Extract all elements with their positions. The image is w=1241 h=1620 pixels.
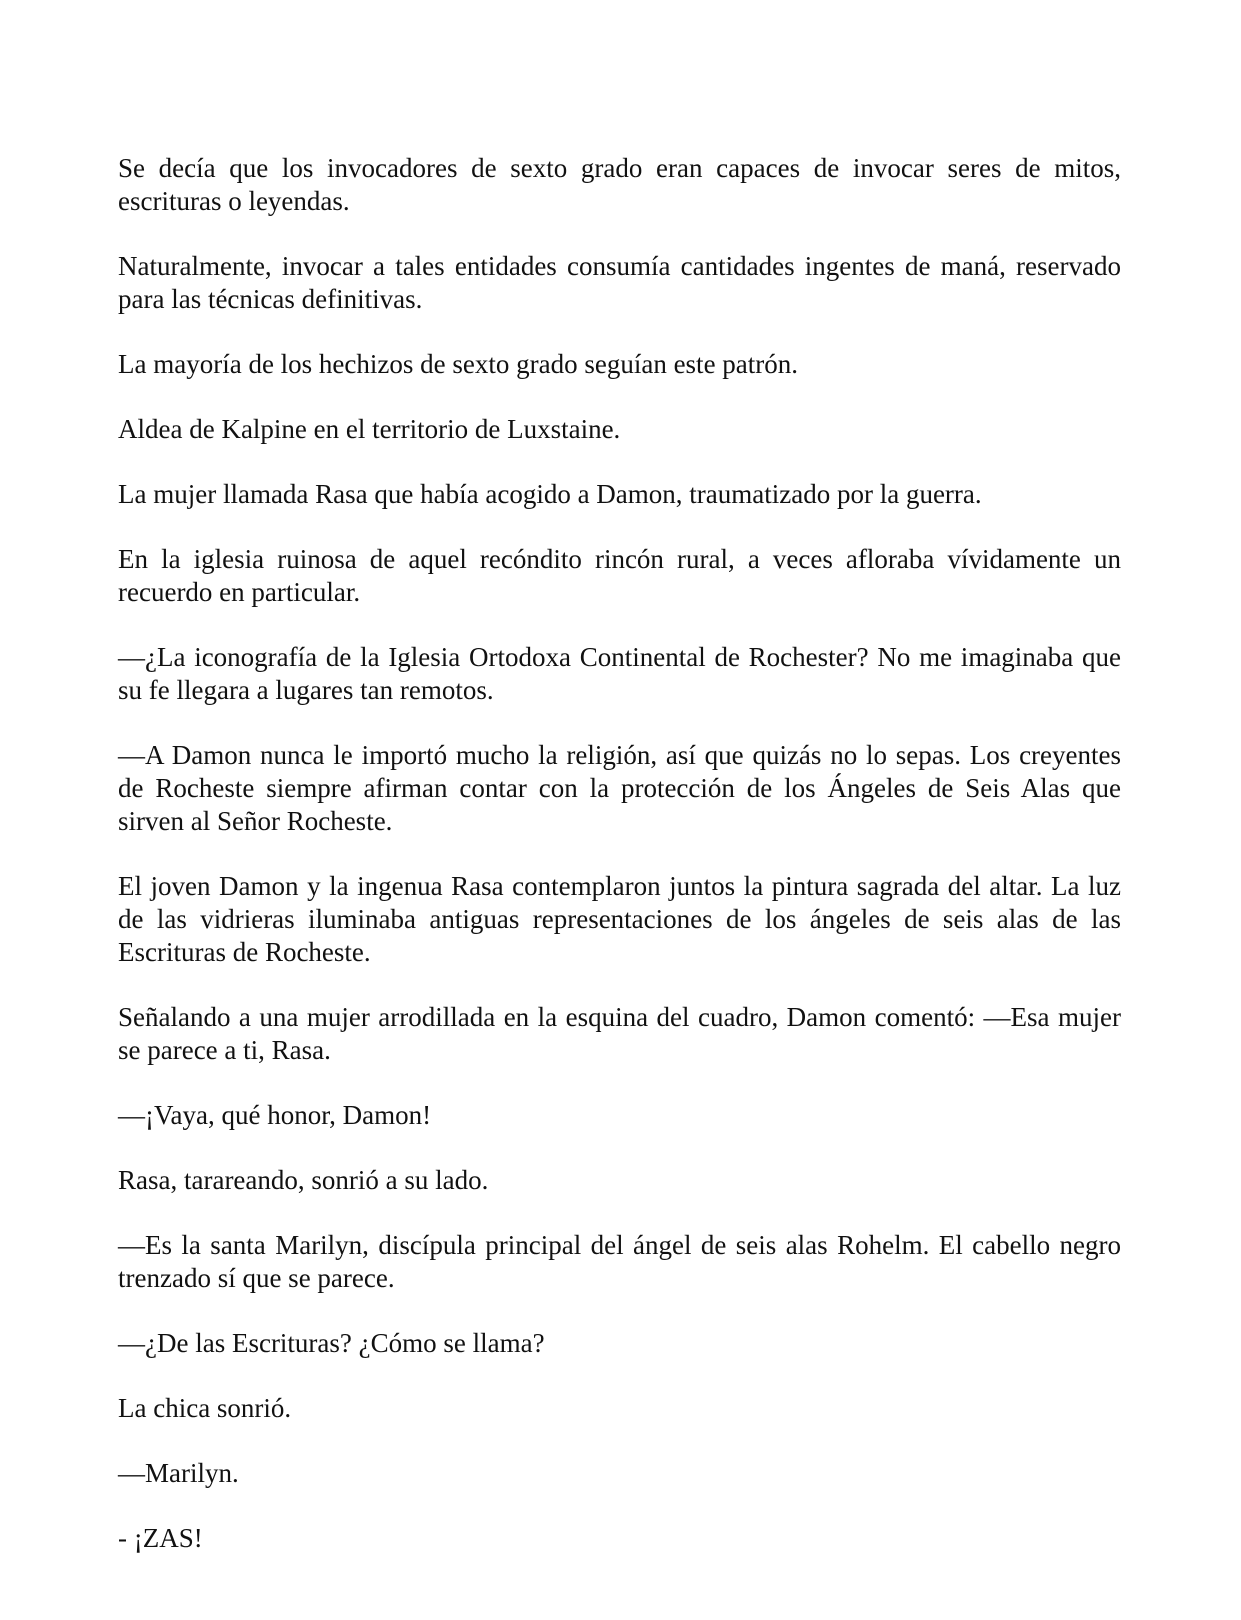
paragraph: Aldea de Kalpine en el territorio de Luxstaine. <box>118 414 621 444</box>
paragraph: Naturalmente, invocar a tales entidades consumía cantidades ingentes de maná, reservado para las técnicas definitivas. <box>118 251 1121 314</box>
body-text <box>118 152 1121 1555</box>
paragraph: Rasa, tarareando, sonrió a su lado. <box>118 1165 489 1195</box>
paragraph: La chica sonrió. <box>118 1393 292 1423</box>
paragraph: —¿De las Escrituras? ¿Cómo se llama? <box>118 1328 545 1358</box>
paragraph: - ¡ZAS! <box>118 1523 203 1553</box>
paragraph: La mujer llamada Rasa que había acogido a Damon, traumatizado por la guerra. <box>118 479 982 509</box>
paragraph: La mayoría de los hechizos de sexto grado seguían este patrón. <box>118 349 799 379</box>
paragraph: Señalando a una mujer arrodillada en la esquina del cuadro, Damon comentó: —Esa mujer se parece a ti, Rasa. <box>118 1002 1121 1065</box>
paragraph: —¡Vaya, qué honor, Damon! <box>118 1100 432 1130</box>
paragraph: —Es la santa Marilyn, discípula principal del ángel de seis alas Rohelm. El cabello negro trenzado sí que se parece. <box>118 1230 1121 1293</box>
paragraph: Se decía que los invocadores de sexto grado eran capaces de invocar seres de mitos, escrituras o leyendas. <box>118 153 1121 216</box>
paragraph: El joven Damon y la ingenua Rasa contemplaron juntos la pintura sagrada del altar. La luz de las vidrieras iluminaba antiguas representaciones de los ángeles de seis alas de las Escrituras de Rocheste. <box>118 871 1121 967</box>
paragraph: —A Damon nunca le importó mucho la religión, así que quizás no lo sepas. Los creyentes de Rocheste siempre afirman contar con la protección de los Ángeles de Seis Alas que sirven al Señor Rocheste. <box>118 740 1121 836</box>
paragraph: —Marilyn. <box>118 1458 239 1488</box>
paragraph: —¿La iconografía de la Iglesia Ortodoxa Continental de Rochester? No me imaginaba que su fe llegara a lugares tan remotos. <box>118 642 1121 705</box>
paragraph: En la iglesia ruinosa de aquel recóndito rincón rural, a veces afloraba vívidamente un recuerdo en particular. <box>118 544 1121 607</box>
